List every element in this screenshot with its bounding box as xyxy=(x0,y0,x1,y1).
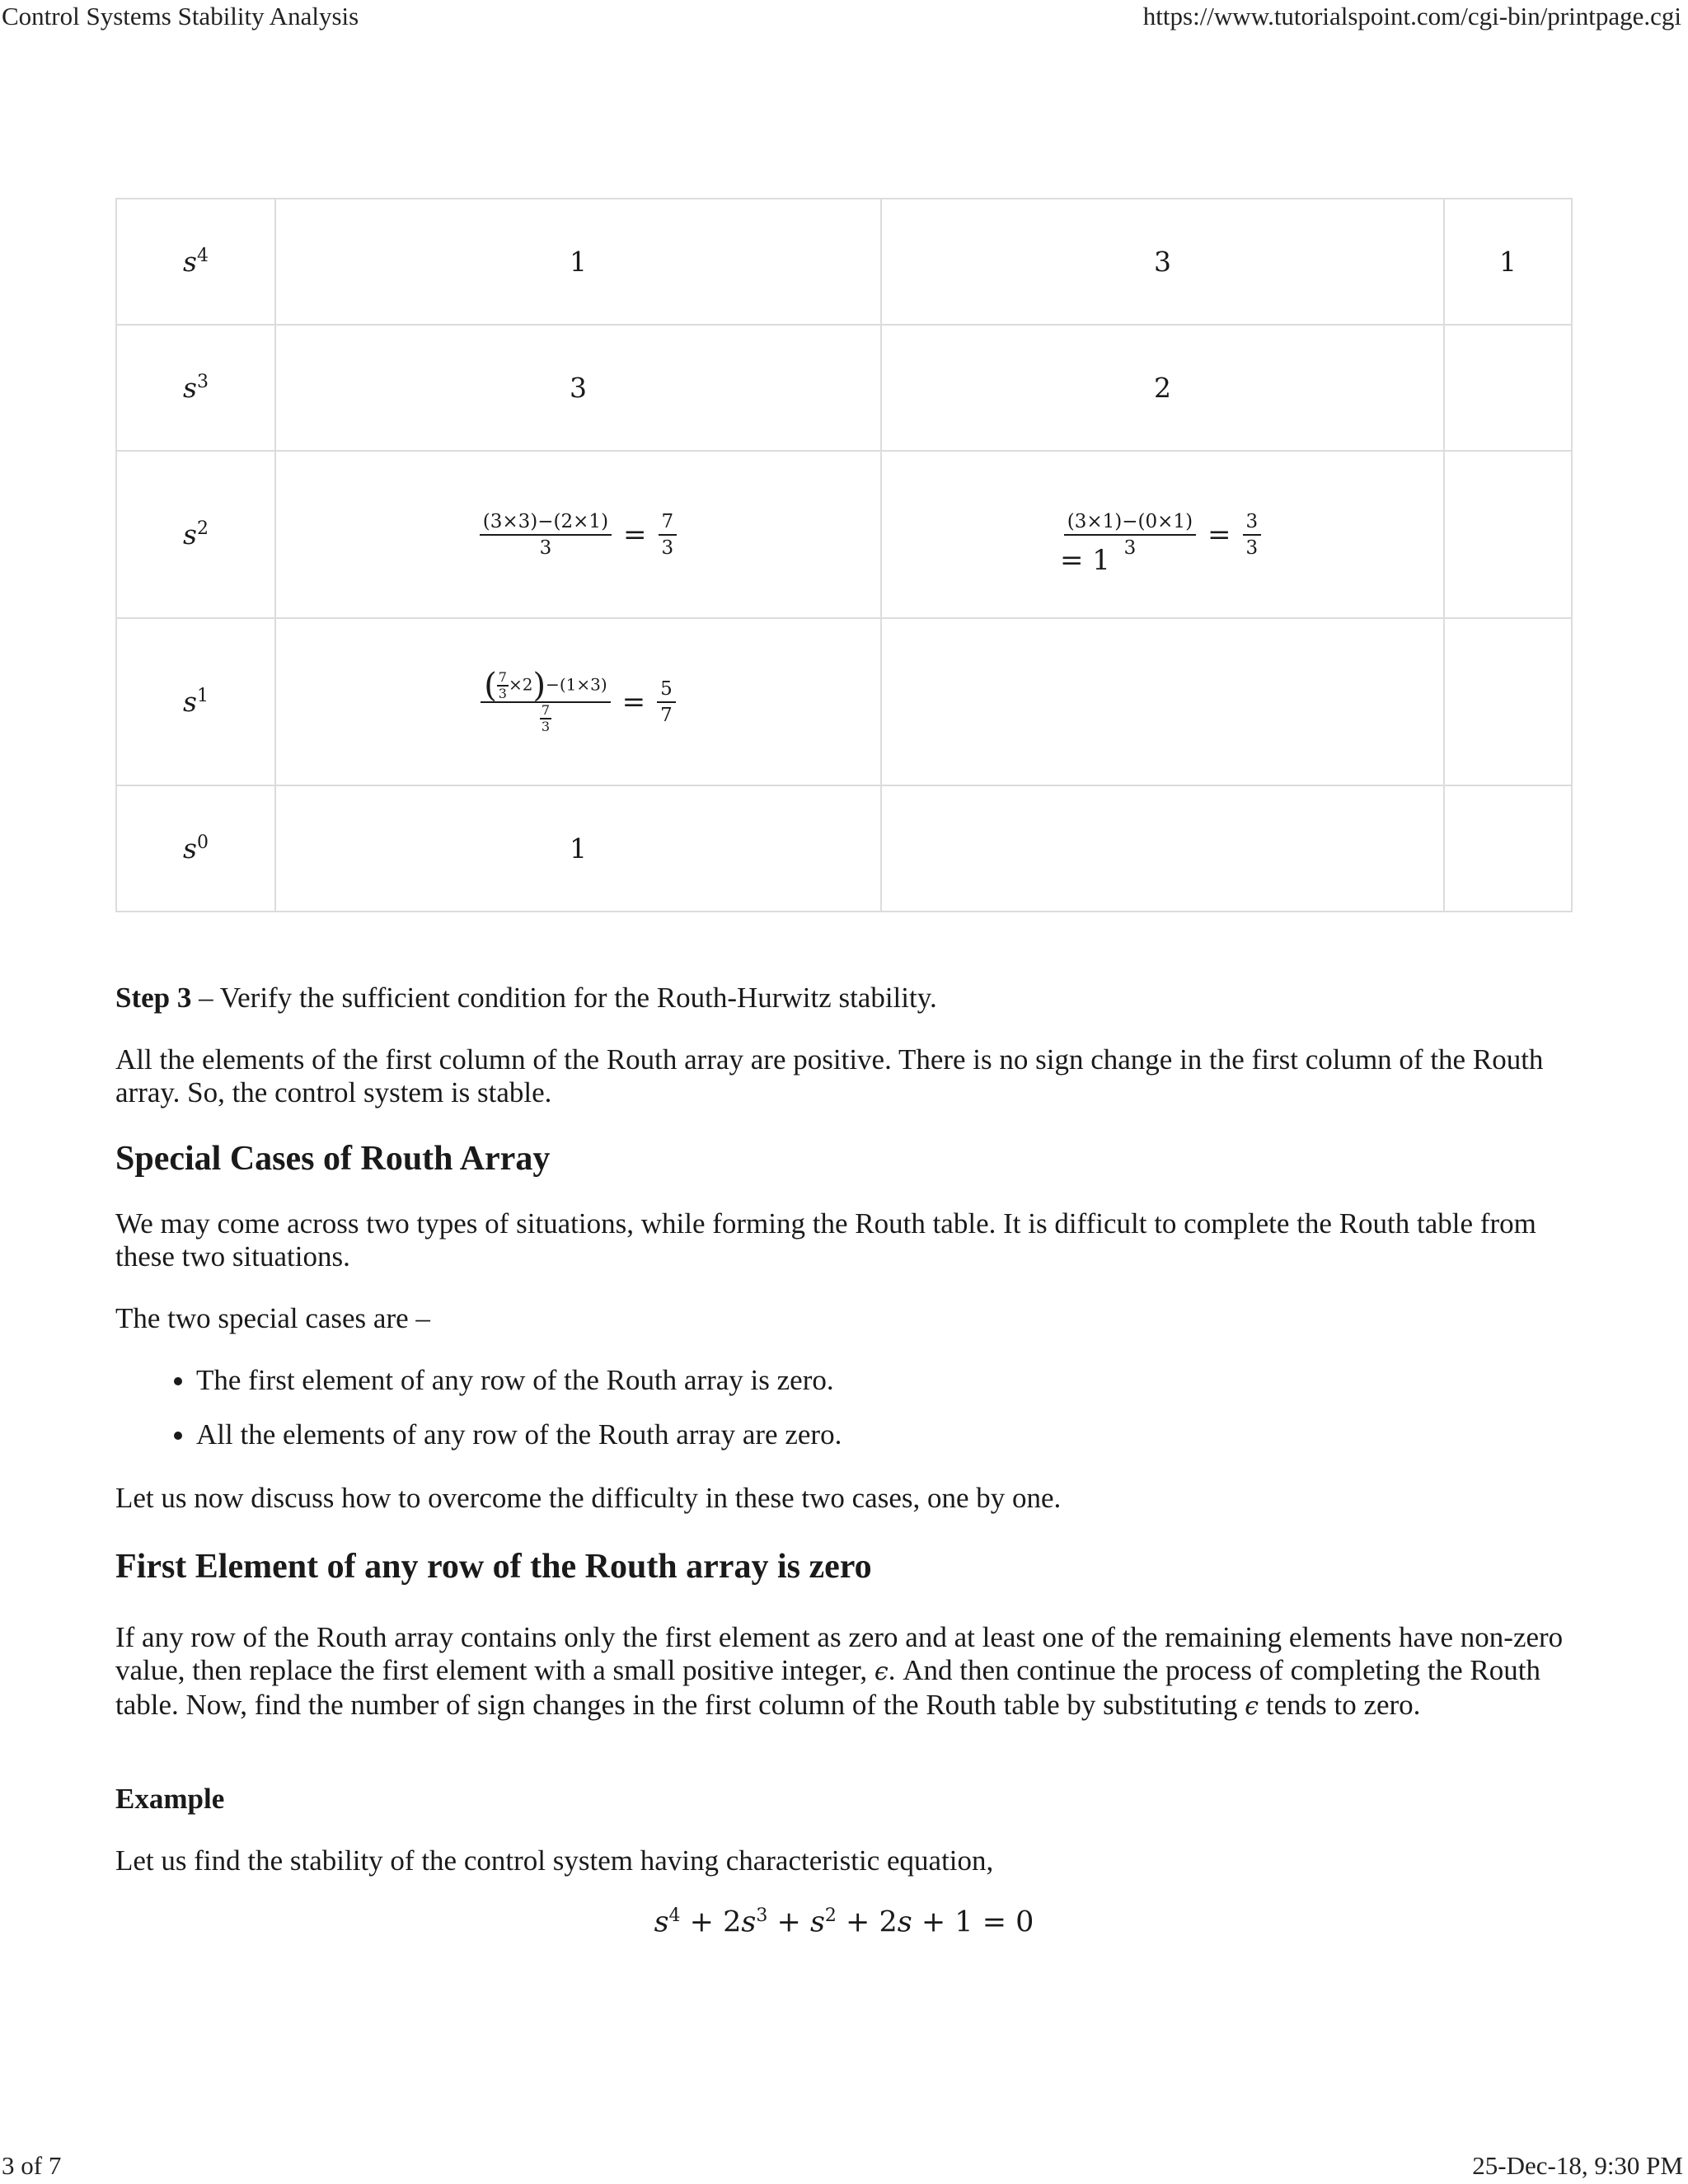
table-row xyxy=(116,451,1572,618)
table-row xyxy=(116,325,1572,451)
table-cell xyxy=(881,785,1444,912)
table-row xyxy=(116,785,1572,912)
print-header-title: Control Systems Stability Analysis xyxy=(2,2,359,30)
table-row xyxy=(116,199,1572,325)
result-equals-one: = 1 xyxy=(1060,544,1110,577)
row-label: $s^0$ xyxy=(116,785,275,912)
fraction-expression: ( $\frac{7}{3}$ ×2)−(1×3) $\frac{7}{3}$ = $\frac{5}{7}$ xyxy=(481,684,676,716)
heading-first-element-zero: First Element of any row of the Routh array is zero xyxy=(115,1548,872,1586)
paragraph-stable: All the elements of the first column of the Routh array are positive. There is no sign change in the first column of the Routh array. So, the control system is stable. xyxy=(115,1043,1544,1108)
table-cell xyxy=(275,451,881,618)
table-cell: 2 xyxy=(881,325,1444,451)
paragraph-epsilon: If any row of the Routh array contains only the first element as zero and at least one of the remaining elements have non-zero value, then replace the first element with a small positive integer, ϵ. And then continue the process of completing the Routh table. Now, find the number of sign changes in the first column of the Routh table by substituting ϵ tends to zero. xyxy=(115,1621,1564,1721)
table-cell xyxy=(1444,325,1572,451)
table-cell: 1 xyxy=(1444,199,1572,325)
row-label: $s^1$ xyxy=(116,618,275,785)
row-label: $s^3$ xyxy=(116,325,275,451)
paragraph-example-intro: Let us find the stability of the control system having characteristic equation, xyxy=(115,1844,994,1877)
step3-text: – Verify the sufficient condition for the Routh-Hurwitz stability. xyxy=(191,982,937,1014)
fraction-expression: $\frac{(3\times 3)-(2\times 1)}{3}$ = $\frac{7}{3}$ xyxy=(480,517,677,549)
table-cell: 3 xyxy=(881,199,1444,325)
row-label: $s^4$ xyxy=(116,199,275,325)
table-cell xyxy=(881,618,1444,785)
heading-special-cases: Special Cases of Routh Array xyxy=(115,1140,551,1178)
table-cell: 1 xyxy=(275,199,881,325)
characteristic-equation: $s^4 + 2s^3 + s^2 + 2s + 1 = 0$ xyxy=(654,1905,1034,1939)
routh-table xyxy=(115,198,1573,912)
list-item: • The first element of any row of the Routh array is zero. xyxy=(196,1364,1571,1397)
epsilon-symbol: ϵ xyxy=(1245,1692,1259,1721)
table-cell xyxy=(881,451,1444,618)
table-cell xyxy=(275,618,881,785)
row-label: $s^2$ xyxy=(116,451,275,618)
step3-paragraph xyxy=(115,982,1571,1015)
table-cell xyxy=(1444,785,1572,912)
special-cases-list xyxy=(115,1364,1571,1451)
table-cell: 3 xyxy=(275,325,881,451)
fraction-expression: $\frac{(3\times 1)-(0\times 1)}{3}$ = $\frac{3}{3}$ xyxy=(1064,517,1261,549)
table-row xyxy=(116,618,1572,785)
table-cell: 1 xyxy=(275,785,881,912)
paragraph-discuss: Let us now discuss how to overcome the difficulty in these two cases, one by one. xyxy=(115,1482,1062,1514)
paragraph-two-cases: The two special cases are – xyxy=(115,1302,430,1334)
step3-label: Step 3 xyxy=(115,982,192,1014)
print-footer-page: 3 of 7 xyxy=(2,2151,62,2180)
table-cell xyxy=(1444,451,1572,618)
epsilon-symbol: ϵ xyxy=(874,1657,889,1686)
example-label: Example xyxy=(115,1783,225,1815)
paragraph-situations: We may come across two types of situations, while forming the Routh table. It is difficult to complete the Routh table from these two situations. xyxy=(115,1207,1536,1272)
print-header-url: https://www.tutorialspoint.com/cgi-bin/printpage.cgi xyxy=(1142,2,1681,30)
table-cell xyxy=(1444,618,1572,785)
print-footer-datetime: 25-Dec-18, 9:30 PM xyxy=(1472,2151,1683,2180)
list-item: • All the elements of any row of the Routh array are zero. xyxy=(196,1418,1571,1451)
